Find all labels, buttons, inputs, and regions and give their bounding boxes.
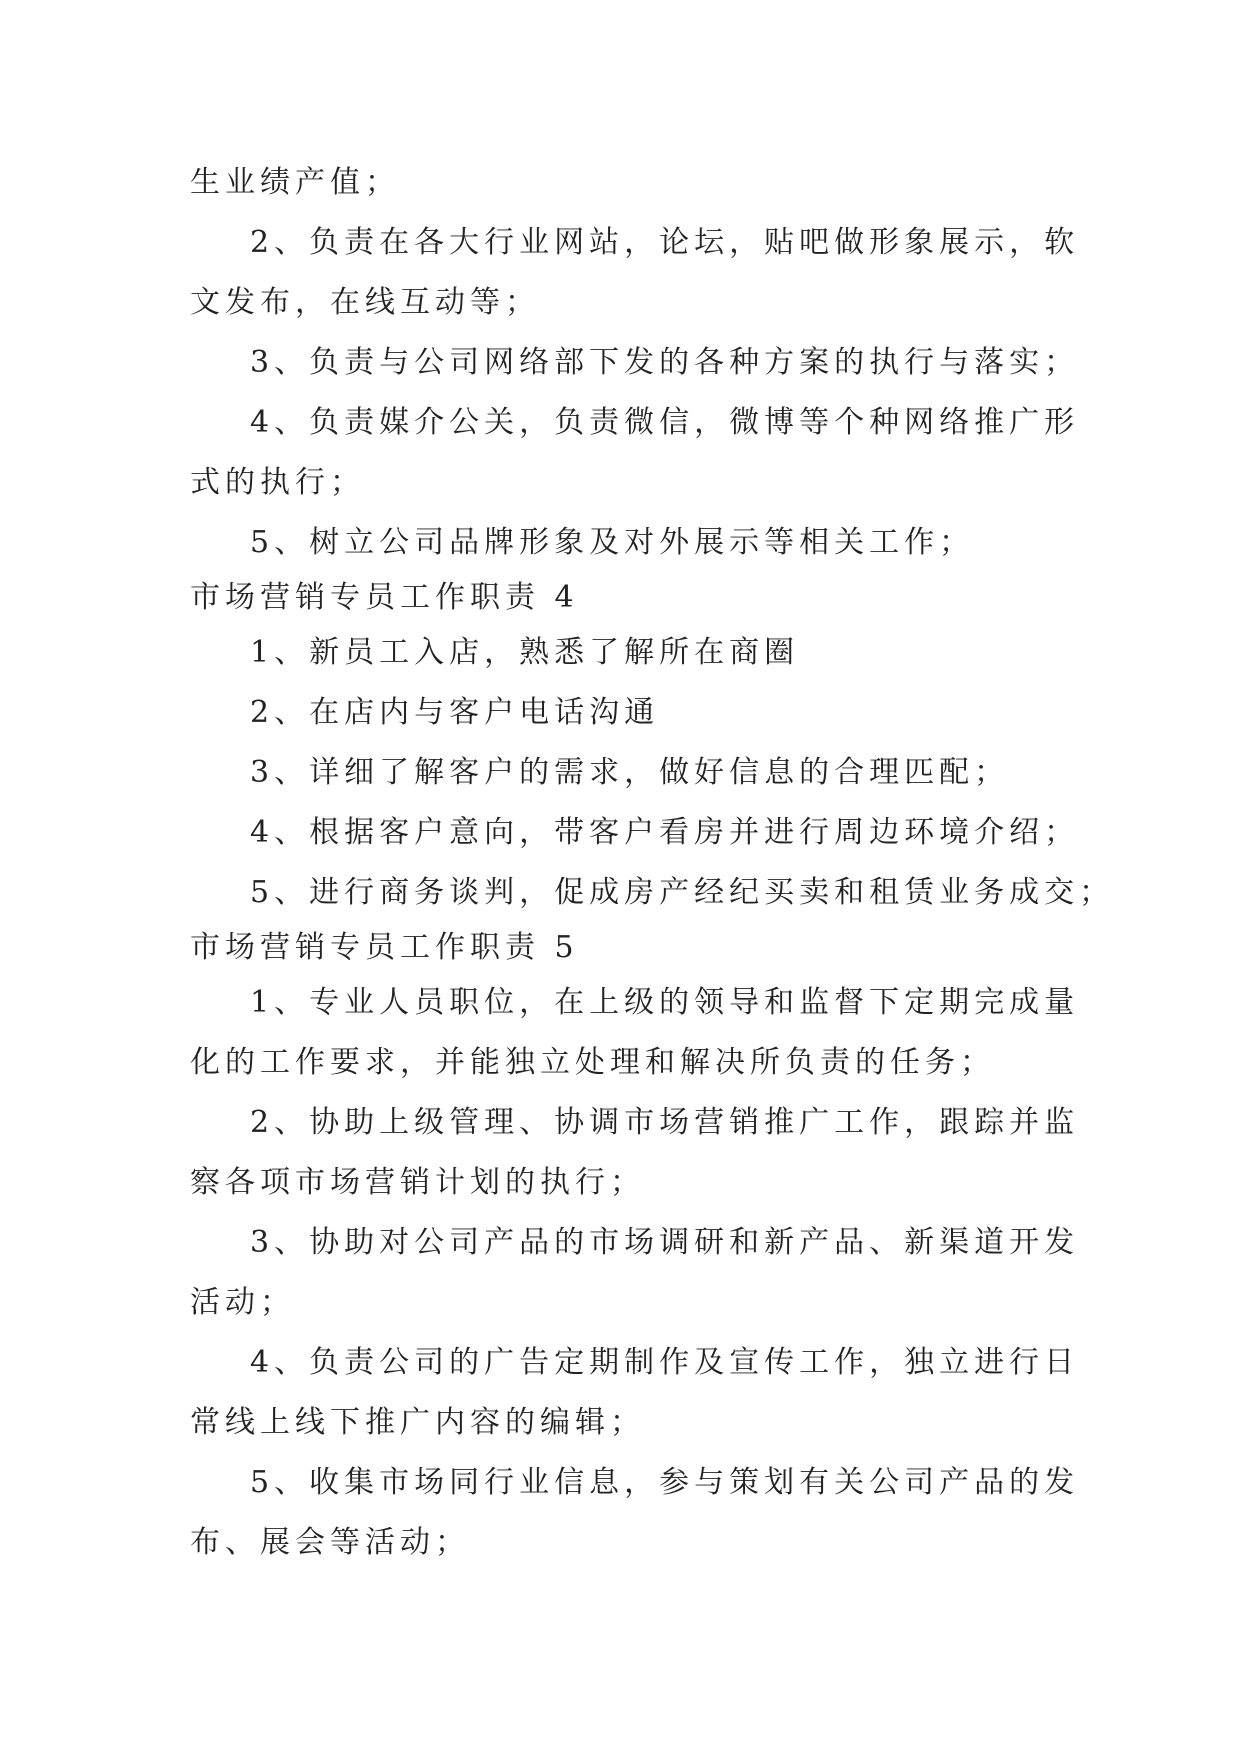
list-item: 4、负责媒介公关，负责微信，微博等个种网络推广形	[250, 405, 1080, 440]
list-item: 2、在店内与客户电话沟通	[250, 695, 660, 730]
text-line: 文发布，在线互动等；	[190, 285, 540, 320]
section-heading: 市场营销专员工作职责 4	[190, 580, 579, 615]
list-item: 3、负责与公司网络部下发的各种方案的执行与落实；	[250, 345, 1080, 380]
text-line: 生业绩产值；	[190, 165, 400, 200]
list-item: 1、专业人员职位，在上级的领导和监督下定期完成量	[250, 985, 1080, 1020]
text-line: 式的执行；	[190, 465, 365, 500]
text-line: 察各项市场营销计划的执行；	[190, 1165, 645, 1200]
list-item: 4、负责公司的广告定期制作及宣传工作，独立进行日	[250, 1345, 1080, 1380]
text-line: 活动；	[190, 1285, 295, 1320]
text-line: 常线上线下推广内容的编辑；	[190, 1405, 645, 1440]
list-item: 5、树立公司品牌形象及对外展示等相关工作；	[250, 525, 975, 560]
list-item: 2、负责在各大行业网站，论坛，贴吧做形象展示，软	[250, 225, 1080, 260]
list-item: 4、根据客户意向，带客户看房并进行周边环境介绍；	[250, 815, 1080, 850]
list-item: 2、协助上级管理、协调市场营销推广工作，跟踪并监	[250, 1105, 1080, 1140]
list-item: 3、协助对公司产品的市场调研和新产品、新渠道开发	[250, 1225, 1080, 1260]
list-item: 5、进行商务谈判，促成房产经纪买卖和租赁业务成交；	[250, 875, 1115, 910]
text-line: 布、展会等活动；	[190, 1525, 470, 1560]
list-item: 5、收集市场同行业信息，参与策划有关公司产品的发	[250, 1465, 1080, 1500]
list-item: 3、详细了解客户的需求，做好信息的合理匹配；	[250, 755, 1010, 790]
list-item: 1、新员工入店，熟悉了解所在商圈	[250, 635, 800, 670]
text-line: 化的工作要求，并能独立处理和解决所负责的任务；	[190, 1045, 995, 1080]
section-heading: 市场营销专员工作职责 5	[190, 930, 579, 965]
